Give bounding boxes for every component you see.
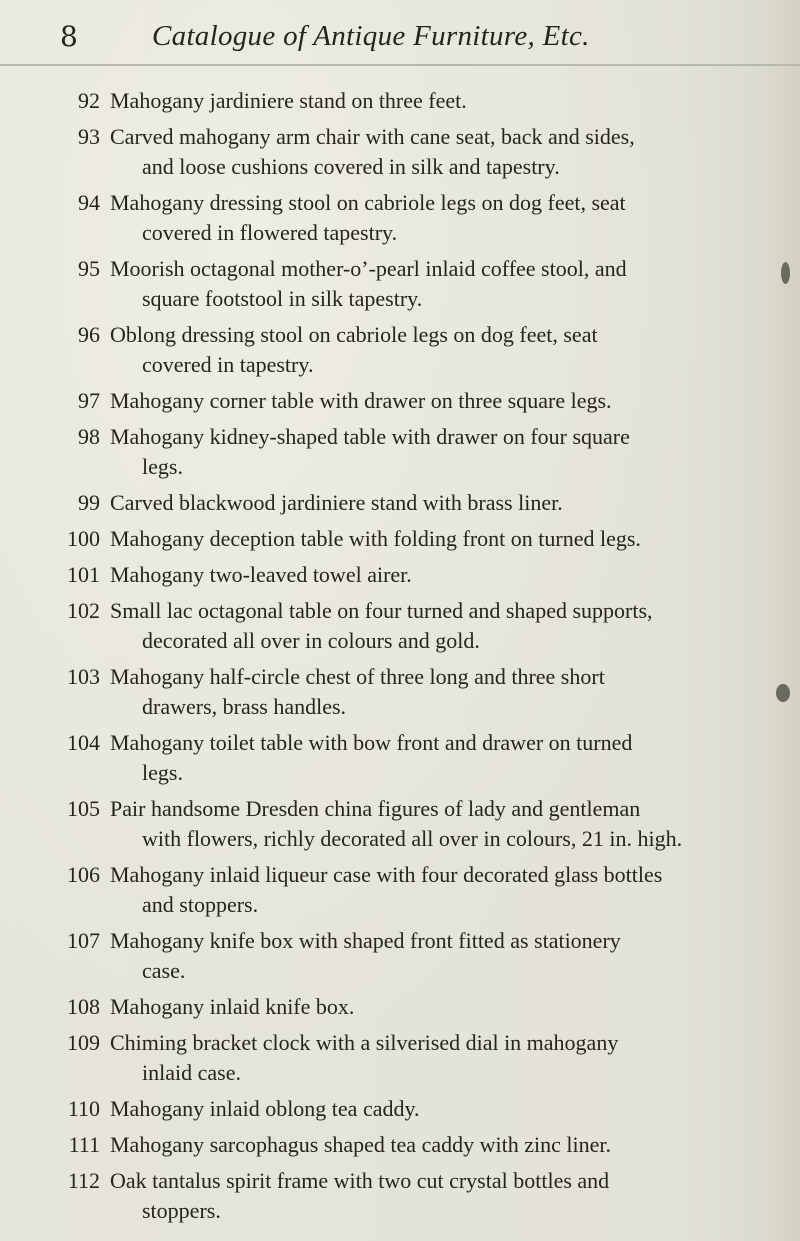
lot-description	[110, 926, 722, 986]
lot-description-line: Mahogany sarcophagus shaped tea caddy with zinc liner.	[110, 1132, 611, 1157]
lot-description	[110, 320, 722, 380]
lot-entry	[0, 560, 800, 590]
lot-description	[110, 1166, 722, 1226]
lot-list	[0, 86, 800, 1232]
lot-description-continuation: legs.	[142, 454, 183, 479]
lot-entry	[0, 488, 800, 518]
lot-description	[110, 524, 722, 554]
lot-description	[110, 86, 722, 116]
lot-entry	[0, 926, 800, 986]
lot-description-continuation: legs.	[142, 760, 183, 785]
lot-number: 107	[67, 928, 100, 953]
lot-description-line: Mahogany jardiniere stand on three feet.	[110, 88, 467, 113]
lot-description-line: Small lac octagonal table on four turned and shaped supports,	[110, 598, 653, 623]
lot-number: 92	[78, 88, 100, 113]
lot-description	[110, 992, 722, 1022]
running-title: Catalogue of Antique Furniture, Etc.	[152, 20, 590, 52]
lot-description-continuation: and stoppers.	[142, 892, 259, 917]
lot-description-line: Carved mahogany arm chair with cane seat, back and sides,	[110, 124, 635, 149]
lot-description-line: Mahogany deception table with folding front on turned legs.	[110, 526, 641, 551]
lot-description-line: Moorish octagonal mother-o’-pearl inlaid coffee stool, and	[110, 256, 627, 281]
lot-description-continuation: with flowers, richly decorated all over in colours, 21 in. high.	[142, 826, 683, 851]
lot-description-line: Mahogany dressing stool on cabriole legs on dog feet, seat	[110, 190, 626, 215]
paper-blemish	[781, 262, 790, 284]
lot-description-line: Carved blackwood jardiniere stand with brass liner.	[110, 490, 563, 515]
page-header	[60, 18, 740, 64]
lot-description-continuation: case.	[142, 958, 186, 983]
lot-entry	[0, 860, 800, 920]
lot-description-continuation: square footstool in silk tapestry.	[142, 286, 423, 311]
lot-number: 101	[67, 562, 100, 587]
lot-description-continuation: decorated all over in colours and gold.	[142, 628, 480, 653]
lot-number: 97	[78, 388, 100, 413]
lot-description-continuation: inlaid case.	[142, 1060, 241, 1085]
lot-description-line: Chiming bracket clock with a silverised dial in mahogany	[110, 1030, 619, 1055]
page-number: 8	[60, 20, 78, 53]
lot-description	[110, 122, 722, 182]
lot-description-line: Mahogany inlaid oblong tea caddy.	[110, 1096, 420, 1121]
lot-description	[110, 794, 722, 854]
lot-number: 106	[67, 862, 100, 887]
lot-description-continuation: stoppers.	[142, 1198, 221, 1223]
lot-description-continuation: and loose cushions covered in silk and tapestry.	[142, 154, 560, 179]
lot-description-line: Oblong dressing stool on cabriole legs on dog feet, seat	[110, 322, 598, 347]
lot-number: 112	[67, 1168, 100, 1193]
lot-description-line: Mahogany knife box with shaped front fitted as stationery	[110, 928, 621, 953]
lot-number: 95	[78, 256, 100, 281]
lot-entry	[0, 524, 800, 554]
header-rule	[0, 64, 800, 66]
lot-entry	[0, 254, 800, 314]
lot-description	[110, 386, 722, 416]
lot-description-line: Mahogany two-leaved towel airer.	[110, 562, 412, 587]
lot-entry	[0, 1166, 800, 1226]
lot-description	[110, 596, 722, 656]
lot-description-line: Mahogany inlaid knife box.	[110, 994, 355, 1019]
lot-entry	[0, 1130, 800, 1160]
lot-number: 110	[67, 1096, 100, 1121]
lot-entry	[0, 122, 800, 182]
lot-number: 111	[68, 1132, 100, 1157]
lot-description	[110, 860, 722, 920]
lot-entry	[0, 794, 800, 854]
lot-entry	[0, 422, 800, 482]
lot-entry	[0, 596, 800, 656]
lot-description-continuation: covered in tapestry.	[142, 352, 314, 377]
lot-description	[110, 1028, 722, 1088]
lot-entry	[0, 86, 800, 116]
lot-description	[110, 422, 722, 482]
lot-entry	[0, 320, 800, 380]
lot-description-line: Mahogany kidney-shaped table with drawer on four square	[110, 424, 630, 449]
lot-description	[110, 662, 722, 722]
lot-number: 104	[67, 730, 100, 755]
lot-description	[110, 728, 722, 788]
lot-description-line: Mahogany inlaid liqueur case with four decorated glass bottles	[110, 862, 663, 887]
lot-number: 102	[67, 598, 100, 623]
lot-number: 105	[67, 796, 100, 821]
lot-entry	[0, 1028, 800, 1088]
lot-description-line: Mahogany corner table with drawer on three square legs.	[110, 388, 612, 413]
lot-description-continuation: drawers, brass handles.	[142, 694, 347, 719]
lot-description-line: Oak tantalus spirit frame with two cut crystal bottles and	[110, 1168, 610, 1193]
lot-number: 99	[78, 490, 100, 515]
lot-number: 103	[67, 664, 100, 689]
lot-description	[110, 254, 722, 314]
lot-description-continuation: covered in flowered tapestry.	[142, 220, 398, 245]
lot-entry	[0, 1094, 800, 1124]
lot-entry	[0, 188, 800, 248]
lot-description-line: Pair handsome Dresden china figures of lady and gentleman	[110, 796, 641, 821]
lot-description	[110, 1130, 722, 1160]
lot-description-line: Mahogany half-circle chest of three long and three short	[110, 664, 605, 689]
lot-number: 93	[78, 124, 100, 149]
lot-number: 109	[67, 1030, 100, 1055]
lot-description-line: Mahogany toilet table with bow front and drawer on turned	[110, 730, 633, 755]
lot-number: 108	[67, 994, 100, 1019]
lot-description	[110, 1094, 722, 1124]
lot-description	[110, 188, 722, 248]
lot-description	[110, 560, 722, 590]
lot-entry	[0, 992, 800, 1022]
lot-number: 94	[78, 190, 100, 215]
lot-entry	[0, 728, 800, 788]
lot-entry	[0, 662, 800, 722]
lot-description	[110, 488, 722, 518]
lot-number: 98	[78, 424, 100, 449]
lot-entry	[0, 386, 800, 416]
lot-number: 100	[67, 526, 100, 551]
paper-blemish	[776, 684, 790, 702]
lot-number: 96	[78, 322, 100, 347]
